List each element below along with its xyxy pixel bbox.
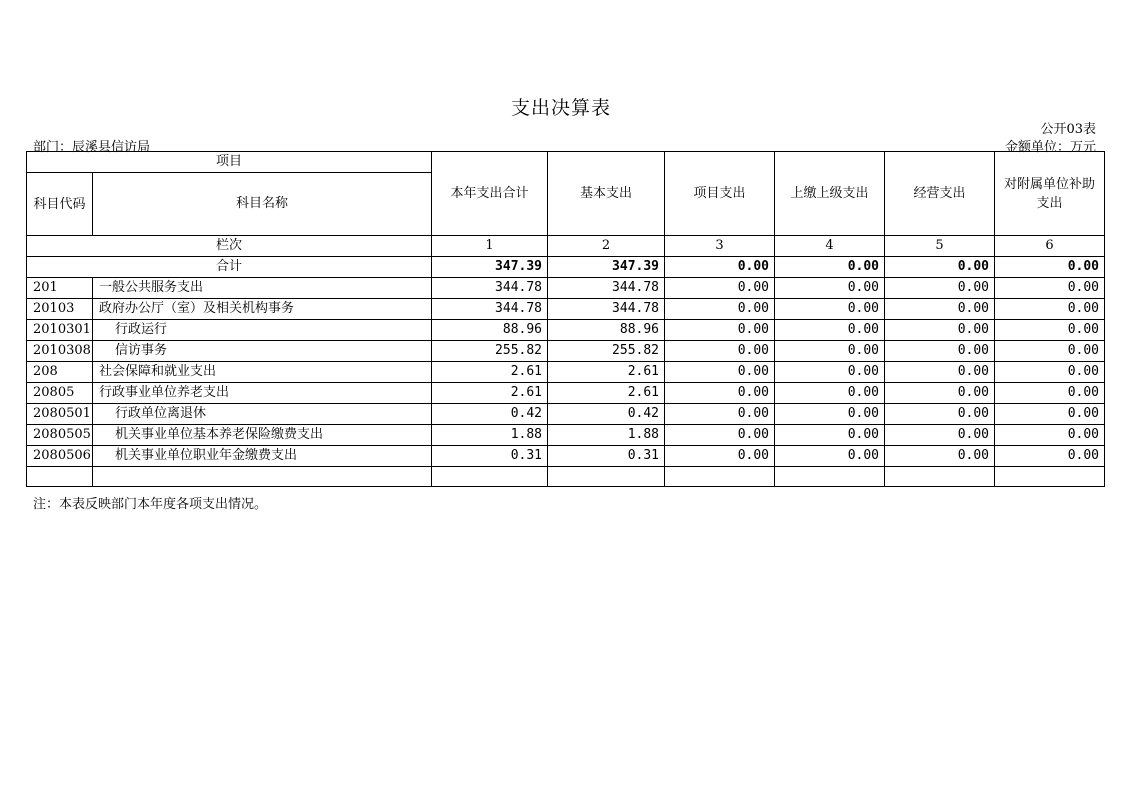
- table-note: 注：本表反映部门本年度各项支出情况。: [33, 497, 268, 512]
- value-cell: 0.00: [665, 404, 775, 425]
- value-cell: 2.61: [548, 362, 665, 383]
- value-cell: 0.00: [665, 362, 775, 383]
- subject-code: 2080501: [27, 404, 93, 425]
- table-row: [27, 299, 1105, 320]
- value-cell: 2.61: [432, 362, 548, 383]
- subject-name: 信访事务: [93, 341, 432, 362]
- form-number: 公开03表: [1040, 122, 1096, 137]
- table-row: [27, 320, 1105, 341]
- subject-code: 201: [27, 278, 93, 299]
- subject-name: 一般公共服务支出: [93, 278, 432, 299]
- empty-cell: [885, 467, 995, 487]
- table-row: [27, 404, 1105, 425]
- table-row: [27, 446, 1105, 467]
- total-value: 0.00: [665, 257, 775, 278]
- subject-name: 政府办公厅（室）及相关机构事务: [93, 299, 432, 320]
- value-cell: 255.82: [548, 341, 665, 362]
- value-cell: 0.00: [995, 362, 1105, 383]
- subject-name: 社会保障和就业支出: [93, 362, 432, 383]
- header-project-expense: 项目支出: [665, 152, 775, 236]
- header-name: 科目名称: [93, 173, 432, 236]
- value-cell: 0.00: [665, 299, 775, 320]
- column-index-5: 5: [885, 236, 995, 257]
- total-value: 0.00: [995, 257, 1105, 278]
- value-cell: 0.00: [665, 425, 775, 446]
- subject-name: 行政单位离退休: [93, 404, 432, 425]
- header-upper-pay: 上缴上级支出: [775, 152, 885, 236]
- subject-name: 行政事业单位养老支出: [93, 383, 432, 404]
- value-cell: 2.61: [432, 383, 548, 404]
- subject-code: 2080505: [27, 425, 93, 446]
- value-cell: 0.00: [775, 404, 885, 425]
- value-cell: 0.00: [775, 383, 885, 404]
- column-index-2: 2: [548, 236, 665, 257]
- header-business: 经营支出: [885, 152, 995, 236]
- empty-cell: [27, 467, 93, 487]
- column-index-1: 1: [432, 236, 548, 257]
- value-cell: 0.00: [885, 446, 995, 467]
- column-index-row: [27, 236, 1105, 257]
- subject-code: 2010301: [27, 320, 93, 341]
- value-cell: 0.00: [775, 425, 885, 446]
- empty-cell: [995, 467, 1105, 487]
- value-cell: 0.00: [995, 383, 1105, 404]
- value-cell: 0.00: [665, 320, 775, 341]
- value-cell: 0.00: [995, 425, 1105, 446]
- table-row: [27, 383, 1105, 404]
- value-cell: 0.00: [885, 383, 995, 404]
- subject-code: 20103: [27, 299, 93, 320]
- department-label: 部门：辰溪县信访局: [33, 140, 151, 155]
- value-cell: 0.00: [775, 341, 885, 362]
- value-cell: 0.00: [665, 278, 775, 299]
- value-cell: 344.78: [432, 278, 548, 299]
- empty-row: [27, 467, 1105, 487]
- empty-cell: [93, 467, 432, 487]
- header-project: 项目: [27, 152, 432, 173]
- table-row: [27, 362, 1105, 383]
- value-cell: 0.00: [775, 278, 885, 299]
- value-cell: 0.00: [665, 446, 775, 467]
- value-cell: 0.42: [548, 404, 665, 425]
- column-index-4: 4: [775, 236, 885, 257]
- empty-cell: [775, 467, 885, 487]
- value-cell: 88.96: [548, 320, 665, 341]
- header-subsidy: 对附属单位补助支出: [995, 152, 1105, 236]
- header-row-1: [27, 152, 1105, 173]
- column-index-3: 3: [665, 236, 775, 257]
- empty-cell: [665, 467, 775, 487]
- value-cell: 0.00: [775, 362, 885, 383]
- header-total: 本年支出合计: [432, 152, 548, 236]
- total-value: 347.39: [432, 257, 548, 278]
- value-cell: 0.00: [995, 341, 1105, 362]
- total-value: 347.39: [548, 257, 665, 278]
- subject-code: 208: [27, 362, 93, 383]
- value-cell: 1.88: [432, 425, 548, 446]
- value-cell: 2.61: [548, 383, 665, 404]
- header-code: 科目代码: [27, 173, 93, 236]
- value-cell: 0.00: [995, 404, 1105, 425]
- value-cell: 255.82: [432, 341, 548, 362]
- table-row: [27, 341, 1105, 362]
- value-cell: 0.00: [995, 299, 1105, 320]
- value-cell: 0.00: [885, 404, 995, 425]
- value-cell: 0.00: [995, 446, 1105, 467]
- table-row: [27, 278, 1105, 299]
- table-row: [27, 425, 1105, 446]
- value-cell: 0.00: [885, 278, 995, 299]
- header-basic: 基本支出: [548, 152, 665, 236]
- value-cell: 0.00: [665, 383, 775, 404]
- value-cell: 344.78: [548, 299, 665, 320]
- amount-unit-label: 金额单位：万元: [1004, 140, 1096, 155]
- subject-code: 2080506: [27, 446, 93, 467]
- subject-name: 机关事业单位基本养老保险缴费支出: [93, 425, 432, 446]
- value-cell: 344.78: [432, 299, 548, 320]
- value-cell: 0.00: [885, 320, 995, 341]
- column-index-6: 6: [995, 236, 1105, 257]
- value-cell: 0.42: [432, 404, 548, 425]
- subject-code: 2010308: [27, 341, 93, 362]
- page-title: 支出决算表: [510, 97, 611, 119]
- value-cell: 0.00: [995, 278, 1105, 299]
- total-value: 0.00: [775, 257, 885, 278]
- subject-name: 机关事业单位职业年金缴费支出: [93, 446, 432, 467]
- total-row: [27, 257, 1105, 278]
- value-cell: 0.00: [995, 320, 1105, 341]
- value-cell: 0.00: [775, 299, 885, 320]
- value-cell: 0.00: [885, 362, 995, 383]
- value-cell: 88.96: [432, 320, 548, 341]
- total-label: 合计: [27, 257, 432, 278]
- subject-code: 20805: [27, 383, 93, 404]
- total-value: 0.00: [885, 257, 995, 278]
- subject-name: 行政运行: [93, 320, 432, 341]
- empty-cell: [432, 467, 548, 487]
- column-index-label: 栏次: [27, 236, 432, 257]
- value-cell: 0.00: [665, 341, 775, 362]
- value-cell: 0.00: [885, 299, 995, 320]
- empty-cell: [548, 467, 665, 487]
- value-cell: 0.00: [885, 341, 995, 362]
- value-cell: 1.88: [548, 425, 665, 446]
- expenditure-table: [26, 151, 1105, 487]
- value-cell: 0.31: [548, 446, 665, 467]
- value-cell: 344.78: [548, 278, 665, 299]
- value-cell: 0.31: [432, 446, 548, 467]
- value-cell: 0.00: [885, 425, 995, 446]
- value-cell: 0.00: [775, 320, 885, 341]
- value-cell: 0.00: [775, 446, 885, 467]
